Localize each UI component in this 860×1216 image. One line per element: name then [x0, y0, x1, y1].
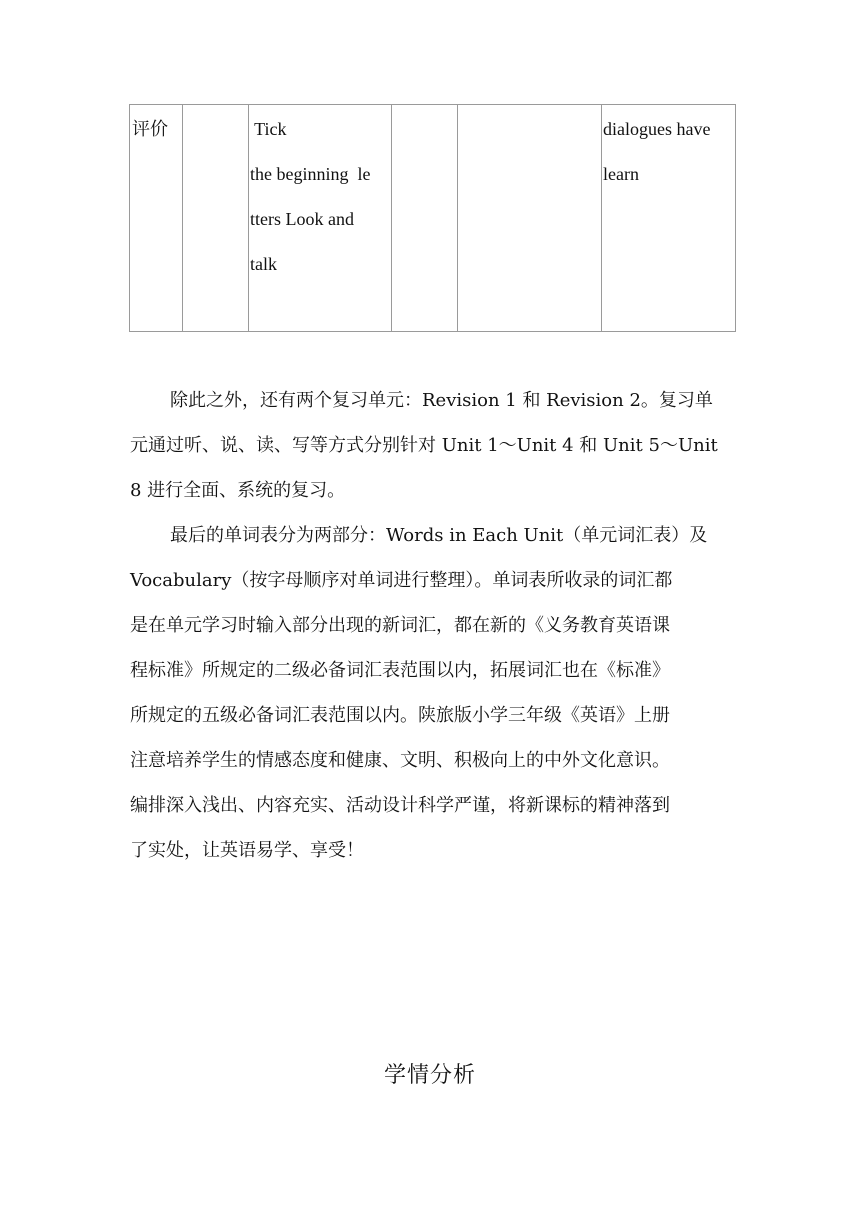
table-row	[130, 105, 736, 332]
section-heading: 学情分析	[383, 1063, 476, 1088]
paragraph-line: 了实处，让英语易学、享受！	[130, 840, 364, 861]
paragraph-line: 注意培养学生的情感态度和健康、文明、积极向上的中外文化意识。	[130, 750, 670, 771]
paragraph-line: Vocabulary（按字母顺序对单词进行整理）。单词表所收录的词汇都	[130, 570, 673, 591]
evaluation-table	[129, 104, 736, 332]
cell-line: dialogues have	[603, 119, 711, 139]
cell-line: 评价	[132, 119, 168, 139]
table-cell-activity	[249, 105, 392, 332]
table-cell-empty	[392, 105, 458, 332]
paragraph-line: 程标准》所规定的二级必备词汇表范围以内，拓展词汇也在《标准》	[130, 660, 670, 681]
table-cell-empty	[458, 105, 602, 332]
paragraph-line: 除此之外，还有两个复习单元：Revision 1 和 Revision 2。复习单	[170, 390, 713, 411]
paragraph-line: 元通过听、说、读、写等方式分别针对 Unit 1～Unit 4 和 Unit 5～Unit	[130, 435, 718, 456]
paragraph-line: 是在单元学习时输入部分出现的新词汇，都在新的《义务教育英语课	[130, 615, 670, 636]
table-cell-dialogues	[602, 105, 736, 332]
paragraph-line: 最后的单词表分为两部分：Words in Each Unit（单元词汇表）及	[170, 525, 708, 546]
paragraph-line: 所规定的五级必备词汇表范围以内。陕旅版小学三年级《英语》上册	[130, 705, 670, 726]
cell-line: talk	[250, 254, 277, 274]
paragraph-line: 8 进行全面、系统的复习。	[130, 480, 346, 501]
table-cell-empty	[183, 105, 249, 332]
cell-line: Tick	[250, 119, 287, 139]
cell-line: tters Look and	[250, 209, 354, 229]
cell-line: the beginning le	[250, 164, 371, 184]
paragraph-word-list	[130, 513, 732, 873]
cell-line: learn	[603, 164, 639, 184]
paragraph-revision-units	[130, 378, 732, 513]
table-cell-evaluation-label	[130, 105, 183, 332]
paragraph-line: 编排深入浅出、内容充实、活动设计科学严谨，将新课标的精神落到	[130, 795, 670, 816]
